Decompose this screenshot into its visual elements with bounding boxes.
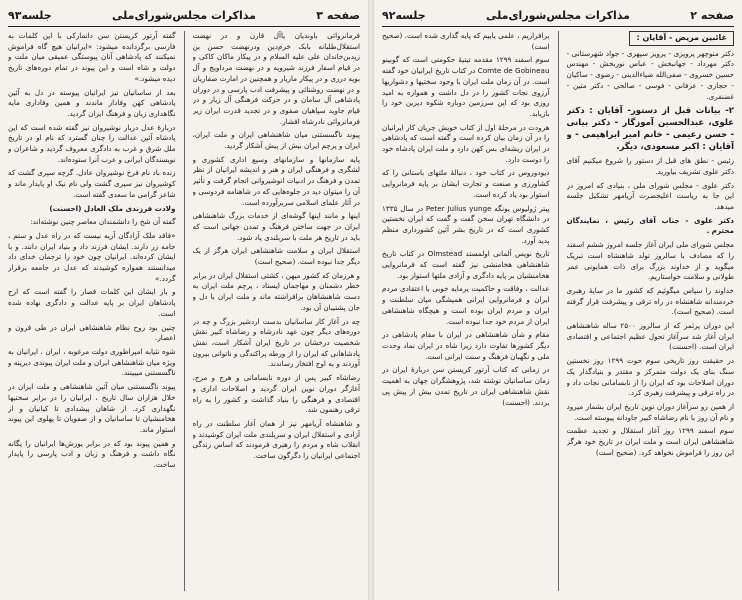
paragraph: از همین رو سرآغاز دوران نوین تاریخ ایران بشمار میرود و نام آن روز با نام رضاشاه کبیر جاودانه پیوسته است. <box>566 401 734 422</box>
paragraph: ولادت فرزندی ملک العادل (احسنت) <box>49 203 176 213</box>
paragraph: و شاهنشاه آریامهر نیز از همان آغاز سلطنت در راه آزادی و استقلال ایران و سربلندی ملت ایران کوشیدند و انقلاب شاه و مردم را رهبری فرمودند که اساس زندگی اجتماعی ایرانیان را دگرگون ساخت. <box>192 418 360 461</box>
paragraph: تاریخ نویس آلمانی اولمستد Olmstead در کتاب تاریخ شاهنشاهی هخامنشی نیز گفته است که فرمانروایی هخامنشیان بر پایه دادگری و آزادی ملتها استوار بود. <box>382 249 550 280</box>
column-divider <box>184 31 185 591</box>
paragraph: سوم اسفند ۱۲۹۹ مقدمه تیتیهٔ حکومتی است که گوبینو Comte de Gobineau در کتاب تاریخ ایرانیان خود گفته است. در آن زمان ملت ایران با وجود سختیها و دشواریها آرزوی نجات کشور را در دل داشت و همواره به امید روزی بود که این سرزمین دوباره شکوه دیرین خود را بازیابد. <box>382 55 550 118</box>
paragraph: فرمانروائی باوندیان یاآل قارن و در نهضت استقلال‌طلبانه بابک خرم‌دین ودرنهضت حسن بن زیدبن‌خاندان علی علیه السلام و در پیکار ماکان کاکی و در قیام اسفار فرزند شیرویه و در نهضت مرداویج و آل بویه درری و در پیکار مازیار و همچنین در امارت صفاریان و در نهضت روشنائی و پیشرفت ادب پارسی و در دوران پادشاهی آل سامان و در حرکت فرهنگی آل زیار و در قیام جاوید سپاهیان صفوی و در تجدید قدرت ایران زیر فرمانروائی نادرشاه افشار. <box>192 31 360 126</box>
paragraph: چنین بود روح نظام شاهنشاهی ایران در طی قرون و اعصار. <box>8 322 176 343</box>
paragraph: اینها و مانند اینها گوشه‌ای از خدمات بزرگ شاهنشاهی ایران در جهت ساختن فرهنگ و تمدن جهانی است که باید در تاریخ هر ملت با سربلندی یاد شود. <box>192 211 360 242</box>
paragraph: پایه سازمانها و سازمانهای وسیع اداری کشوری و لشگری و فرهنگی ایران و هنر و اندیشه ایرانیان از نظر تمدن و فرهنگ در ادبیات انوشیروانی انجام گرفت و تأثیر آن را میتوان دید در جلوه‌هایی که در شاهنامه فردوسی و در آثار علمای اسلامی سربرآورده است. <box>192 154 360 207</box>
paragraph: دیودوروس در کتاب خود ، دنبالهٔ ملتهای باستانی را که کشاورزی و صنعت و تجارت ایشان بر پایه فرمانروایی استوار بود یاد کرده است. <box>382 168 550 199</box>
column-left <box>382 31 550 591</box>
paragraph: گفته آرتور کریستن سن دانمارکی با این کلمات به فارسی برگردانده میشود: «ایرانیان هیچ گاه فراموش نمیکنند که پادشاهی آنان پیوستگی عمیقی میان ملت و دولت و شاه است و این پیوند در تمام دوره‌های تاریخ دیده میشود.» <box>8 31 176 83</box>
text-columns <box>382 31 734 591</box>
paragraph: شوه نثیابه امپراطوری دولت مرغوبه ، ایران . ایرانیان به ویژه میان شاهنشاهی ایران و ملت ایران پیوندی دیرینه و ناگسستنی میبینند. <box>8 346 176 378</box>
paragraph: مقام و شأن شاهنشاهی در ایران با مقام پادشاهی در دیگر کشورها تفاوت دارد زیرا شاه در ایران نماد وحدت ملی و نگهبان فرهنگ و سنت ایرانی است. <box>382 330 550 361</box>
paragraph: دکتر منوچهر پرویزی - پرویز سپهری - جواد شهرستانی - دکتر مهرداد - جهانبخش - عباس نوربخش - مهندس حسین خسروی - صفی‌الله ضیاءالدینی - رضوی - ساکیان - حجازی - عرفانی - فوسی - صالحی - دکتر متین - غضنفری. <box>566 48 734 101</box>
paragraph: رضاشاه کبیر پس از دوره نابسامانی و هرج و مرج، آغازگر دوران نوین ایران گردید و اصلاحات اداری و اقتصادی و فرهنگی را بنیاد گذاشت و کشور را به راه ترقی رهنمون شد. <box>192 373 360 415</box>
paragraph: پیتر ژولیوس یونگه Peter Julius yunge در سال ۱۳۳۵ در دانشگاه تهران سخن گفت و گفت که ایران نخستین کشوری است که در تاریخ بشر آئین کشورداری منظم پدید آورد. <box>382 203 550 245</box>
paragraph: زنده باد نام فرخ نوشیروان عادل. گرچه سپری گشت که کوشیروان نیز سپری گشت ولی نام نیک او پایدار ماند و شاعر گرامی ما سعدی گفته است. <box>8 168 176 199</box>
paragraph: استقلال ایران و سلامت شاهنشاهی ایران هرگز از یک دیگر جدا نبوده است. (صحیح است) <box>192 246 360 267</box>
column-right <box>193 31 361 591</box>
paragraph: چه در آغاز کار ساسانیان بدست اردشیر بزرگ و چه در دوره‌های دیگر چون عهد نادرشاه و رضاشاه کبیر نقش شخصیت درخشان در تاریخ ایران آشکار است، نقش پادشاهانی که ایران را از ورطه پراکندگی و ناتوانی بیرون آوردند و به اوج افتخار رساندند. <box>192 316 360 369</box>
paragraph: دکتر علوی - مجلس شورای ملی ، بنیادی که امروز در این جا به ریاست اعلیحضرت آریامهر تشکیل جلسه میدهد. <box>566 180 734 212</box>
page-header <box>8 6 360 27</box>
paragraph: عدالت ، وفاقت و حاکمیت پرمایه خوبی با اعتقادی مردم ایران و فرمانروایی ایرانی همیشگی میان سلطنت و ایران و مردم ایران بوده است و هیچگاه شاهنشاهی ایران از مردم خود جدا نبوده است. <box>382 284 550 326</box>
paragraph: دکتر علوی - جناب آقای رئیس ، نمایندگان محترم . <box>566 215 734 236</box>
paragraph: و باز ایشان این کلمات قصار را گفته است که ارج پادشاهان ایران بر پایه عدالت و دادگری نهاده شده است. <box>8 287 176 318</box>
page-header <box>382 6 734 27</box>
paragraph: بعد از ساسانیان نیز ایرانیان پیوسته در دل به آئین پادشاهی کهن وفادار ماندند و همین وفاداری مایه نگاهداری زبان و فرهنگ ایران گردید. <box>8 87 176 118</box>
page-3 <box>0 0 368 600</box>
session-label: جلسه۹۲ <box>382 8 426 22</box>
text-columns <box>8 31 360 591</box>
publication-title: مذاکرات مجلس‌شورای‌ملی <box>112 8 256 22</box>
paragraph: در زمانی که کتاب آرتور کریستن سن دربارهٔ ایران در زمان ساسانیان نوشته شد، پژوهشگران جهان به اهمیت نقش شاهنشاهی ایران در تاریخ تمدن بیش از پیش پی بردند. (احسنت) <box>382 365 550 407</box>
absent-members-heading: غائبین مریض - آقایان : <box>629 31 734 46</box>
publication-title: مذاکرات مجلس‌شورای‌ملی <box>486 8 630 22</box>
paragraph: و هرزمان که کشور میهن ، کشتی استقلال ایران در برابر خطر دشمنان و مهاجمان ایستاد ، پرچم ملت ایران به دست شاهنشاهان برافراشته ماند و ملت ایران با دل و جان پشتیبان آن بود. <box>192 270 360 312</box>
paragraph: پیوند ناگسستنی میان شاهنشاهی ایران و ملت ایران، ایران و پرچم ایران بیش از پیش آشکار گردید. <box>192 130 360 151</box>
paragraph: «فاقد ملک آزادگان آریه نیست که در راه عدل و ستم ، جامه زر دارند. ایشان فرزند داد و بنیاد ایران دانند. و با ایشان کرده‌اند. ایرانیان چون خود را ترجمان خدای داد میدانستند همواره کوشیدند که عدل در جامعه برقرار گردد.» <box>8 230 176 283</box>
paragraph: خداوند را سپاس میگوئیم که کشور ما در سایهٔ رهبری خردمندانه شاهنشاه در راه ترقی و پیشرفت قرار گرفته است. (صحیح است). <box>566 285 734 317</box>
column-right <box>567 31 735 591</box>
session-label: جلسه۹۳ <box>8 8 52 22</box>
paragraph: رئیس - نطق های قبل از دستور را شروع میکنیم آقای دکتر علوی تشریف بیاورید. <box>566 156 734 176</box>
paragraph: سوم اسفند ۱۲۹۹ روز آغاز استقلال و تجدید عظمت شاهنشاهی ایران است و ملت ایران در تاریخ خود هرگز این روز را فراموش نخواهد کرد. (صحیح است) <box>566 426 734 457</box>
paragraph: مجلس شورای ملی ایران آغاز جلسه امروز ششم اسفند را که مصادف با سالروز تولد شاهنشاه است تبریک میگوید و از خداوند بزرگ برای ذات همایونی عمر طولانی و سلامت خواستاریم. <box>566 240 734 282</box>
column-divider <box>558 31 559 591</box>
paragraph: و همین پیوند بود که در برابر یورش‌ها ایرانیان را یگانه نگاه داشت و فرهنگ و زبان و ادب پارسی را پایدار ساخت. <box>8 438 176 470</box>
paragraph: پیوند ناگسستنی میان آئین شاهنشاهی و ملت ایران در خلال هزاران سال تاریخ ، ایرانیان را در برابر سختیها نگهداری کرد. از شاهان پیشدادی تا کیانیان و از هخامنشیان تا ساسانیان و از صفویان تا پهلوی این پیوند استوار ماند. <box>8 382 176 434</box>
paragraph: گفته آن شخ را دانشمندان معاصر چنین نوشته‌اند: <box>30 217 176 227</box>
page-2 <box>374 0 742 600</box>
paragraph: هرودت در مرحلهٔ اول از کتاب خویش جریان کار ایرانیان را در آن زمان بیان کرده است و گفته است که پادشاهی در ایران ریشه‌ای بس کهن دارد و ملت ایران پادشاه خود را دوست دارد. <box>382 122 550 164</box>
paragraph: دربارهٔ عدل دربار نوشیروان نیز گفته شده است که این پادشاه آئین عدالت را چنان گسترد که نام او در تاریخ ملل شرق و غرب به دادگری معروف گردید و شاعران و نویسندگان ایرانی و عرب آنرا ستوده‌اند. <box>8 122 176 164</box>
paragraph: برافرازیم ، علمی یابیم که پایه گذاری شده است. (صحیح است) <box>382 31 550 51</box>
paragraph: این دوران پرثمر که از سالروز ۲۵۰۰ ساله شاهنشاهی ایران آغاز شد سرآغاز تحول عظیم اجتماعی و اقتصادی ایران است. (احسنت) <box>566 321 734 352</box>
column-left <box>8 31 176 591</box>
page-number: صفحه ۲ <box>690 8 734 22</box>
paragraph: در حقیقت روز تاریخی سوم حوت ۱۲۹۹ روز نخستین سنگ بنای یک دولت متمرکز و مقتدر و بنیادگذار یک دوران اصلاحات بود که ایران را از نابسامانی نجات داد و در راه ترقی و پیشرفت رهبری کرد. <box>566 356 734 398</box>
page-number: صفحه ۳ <box>316 8 360 22</box>
section-heading: ۲- بیانات قبل از دستور- آقایان : دکتر علوی، عبدالحسین آموزگار - دکتر بیانی - حسن زعیمی - خانم امیر ابراهیمی - و آقایان : اکبر مسعودی، دیگر. <box>566 106 734 153</box>
